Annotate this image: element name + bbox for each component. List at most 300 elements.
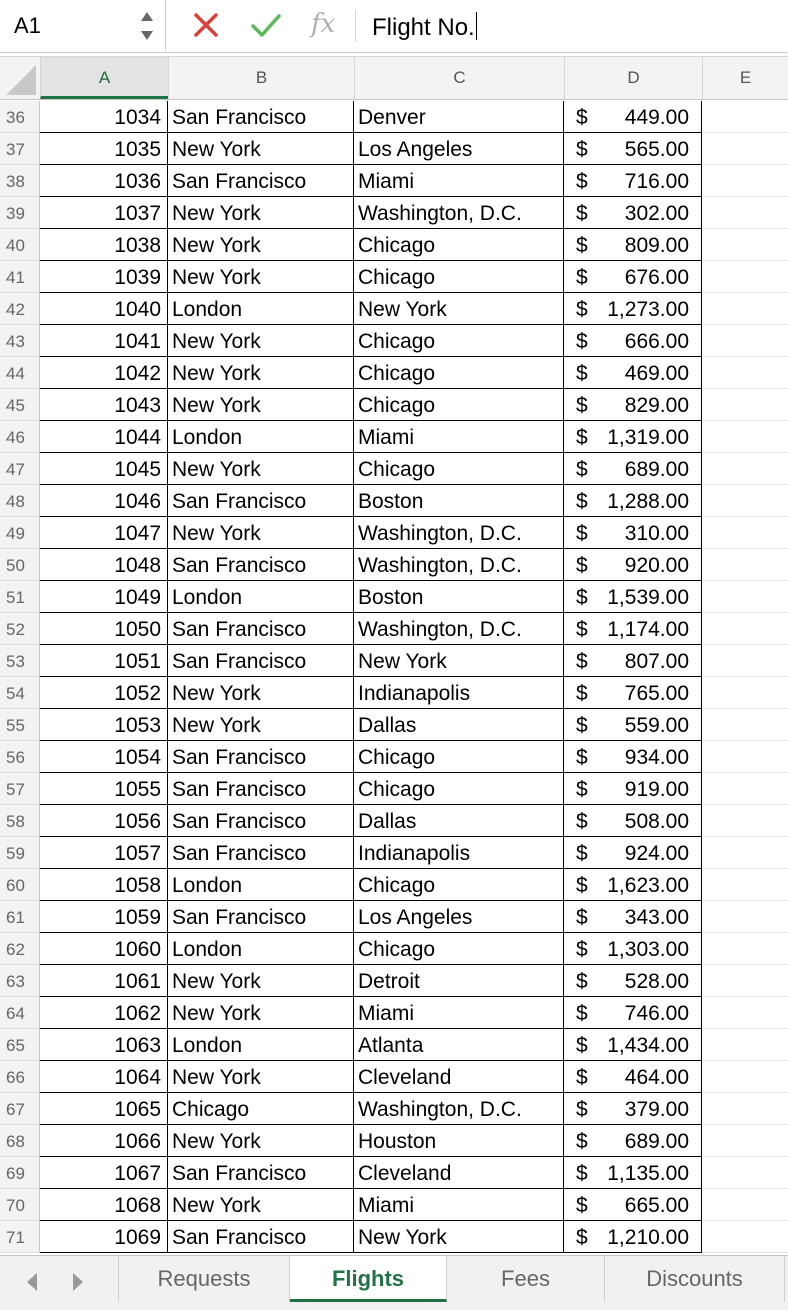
spreadsheet-grid — [0, 101, 788, 1255]
price-value: 689.00 — [624, 1130, 689, 1153]
table-row — [0, 581, 788, 613]
cell-empty[interactable] — [702, 901, 788, 933]
row-header[interactable]: 46 — [0, 421, 40, 453]
currency-symbol: $ — [576, 1034, 588, 1057]
cell-destination[interactable]: Chicago — [354, 453, 564, 485]
cell-origin[interactable]: New York — [168, 357, 354, 389]
cell-destination[interactable]: Miami — [354, 997, 564, 1029]
formula-separator — [355, 10, 356, 42]
cell-flight-no[interactable]: 1068 — [40, 1189, 168, 1221]
row-header[interactable]: 69 — [0, 1157, 40, 1189]
cell-empty[interactable] — [702, 613, 788, 645]
cell-price[interactable] — [564, 677, 702, 709]
cell-origin[interactable]: San Francisco — [168, 645, 354, 677]
cell-flight-no[interactable]: 1058 — [40, 869, 168, 901]
cell-destination[interactable]: Chicago — [354, 261, 564, 293]
cell-destination[interactable]: Washington, D.C. — [354, 549, 564, 581]
row-header[interactable]: 38 — [0, 165, 40, 197]
cell-origin[interactable]: London — [168, 293, 354, 325]
cell-empty[interactable] — [702, 773, 788, 805]
cell-price[interactable] — [564, 1093, 702, 1125]
row-header[interactable]: 63 — [0, 965, 40, 997]
row-header[interactable]: 50 — [0, 549, 40, 581]
sheet-tab-requests[interactable]: Requests — [118, 1256, 290, 1302]
row-header[interactable]: 64 — [0, 997, 40, 1029]
cell-empty[interactable] — [702, 709, 788, 741]
cell-price[interactable] — [564, 1125, 702, 1157]
cell-destination[interactable]: Washington, D.C. — [354, 197, 564, 229]
cell-price[interactable] — [564, 197, 702, 229]
cell-empty[interactable] — [702, 165, 788, 197]
cell-destination[interactable]: Chicago — [354, 229, 564, 261]
currency-symbol: $ — [576, 874, 588, 897]
cell-destination[interactable]: Atlanta — [354, 1029, 564, 1061]
price-value: 310.00 — [624, 522, 689, 545]
cell-flight-no[interactable]: 1048 — [40, 549, 168, 581]
cell-origin[interactable]: New York — [168, 389, 354, 421]
price-value: 666.00 — [624, 330, 689, 353]
cell-destination[interactable]: Chicago — [354, 773, 564, 805]
row-header[interactable]: 45 — [0, 389, 40, 421]
cell-price[interactable] — [564, 261, 702, 293]
cell-flight-no[interactable]: 1037 — [40, 197, 168, 229]
cell-destination[interactable]: Miami — [354, 1189, 564, 1221]
cell-destination[interactable]: Washington, D.C. — [354, 613, 564, 645]
row-header[interactable]: 66 — [0, 1061, 40, 1093]
cell-price[interactable] — [564, 645, 702, 677]
row-header[interactable]: 37 — [0, 133, 40, 165]
text-caret — [476, 12, 477, 40]
row-header[interactable]: 58 — [0, 805, 40, 837]
table-row — [0, 549, 788, 581]
row-header[interactable]: 41 — [0, 261, 40, 293]
cell-origin[interactable]: London — [168, 933, 354, 965]
cell-flight-no[interactable]: 1034 — [40, 101, 168, 133]
cell-flight-no[interactable]: 1051 — [40, 645, 168, 677]
cell-price[interactable] — [564, 293, 702, 325]
cell-empty[interactable] — [702, 293, 788, 325]
price-value: 924.00 — [624, 842, 689, 865]
price-value: 449.00 — [624, 106, 689, 129]
cell-destination[interactable]: Chicago — [354, 325, 564, 357]
cell-flight-no[interactable]: 1054 — [40, 741, 168, 773]
currency-symbol: $ — [576, 906, 588, 929]
cell-flight-no[interactable]: 1039 — [40, 261, 168, 293]
cell-price[interactable] — [564, 421, 702, 453]
cell-price[interactable] — [564, 485, 702, 517]
row-header[interactable]: 54 — [0, 677, 40, 709]
cell-origin[interactable]: San Francisco — [168, 901, 354, 933]
cell-price[interactable] — [564, 389, 702, 421]
cell-destination[interactable]: Los Angeles — [354, 133, 564, 165]
cancel-icon[interactable] — [192, 10, 220, 40]
table-row — [0, 901, 788, 933]
row-header[interactable]: 61 — [0, 901, 40, 933]
currency-symbol: $ — [576, 810, 588, 833]
cell-empty[interactable] — [702, 357, 788, 389]
formula-input[interactable] — [372, 12, 477, 42]
cell-origin[interactable]: New York — [168, 965, 354, 997]
cell-empty[interactable] — [702, 101, 788, 133]
currency-symbol: $ — [576, 138, 588, 161]
row-header[interactable]: 36 — [0, 101, 40, 133]
cell-empty[interactable] — [702, 453, 788, 485]
price-value: 765.00 — [624, 682, 689, 705]
cell-origin[interactable]: London — [168, 421, 354, 453]
cell-price[interactable] — [564, 709, 702, 741]
cell-empty[interactable] — [702, 965, 788, 997]
column-header-a[interactable]: A — [40, 57, 168, 99]
cell-empty[interactable] — [702, 325, 788, 357]
cell-flight-no[interactable]: 1065 — [40, 1093, 168, 1125]
currency-symbol: $ — [576, 458, 588, 481]
row-header[interactable]: 51 — [0, 581, 40, 613]
row-header[interactable]: 47 — [0, 453, 40, 485]
table-row — [0, 293, 788, 325]
cell-empty[interactable] — [702, 549, 788, 581]
previous-sheet-icon[interactable] — [24, 1271, 40, 1293]
row-header[interactable]: 71 — [0, 1221, 40, 1253]
cell-origin[interactable]: San Francisco — [168, 485, 354, 517]
cell-price[interactable] — [564, 581, 702, 613]
cell-flight-no[interactable]: 1050 — [40, 613, 168, 645]
cell-flight-no[interactable]: 1043 — [40, 389, 168, 421]
cell-destination[interactable]: Washington, D.C. — [354, 1093, 564, 1125]
cell-flight-no[interactable]: 1041 — [40, 325, 168, 357]
cell-flight-no[interactable]: 1053 — [40, 709, 168, 741]
cell-flight-no[interactable]: 1063 — [40, 1029, 168, 1061]
cell-flight-no[interactable]: 1036 — [40, 165, 168, 197]
currency-symbol: $ — [576, 266, 588, 289]
cell-price[interactable] — [564, 357, 702, 389]
row-header[interactable]: 59 — [0, 837, 40, 869]
cell-price[interactable] — [564, 773, 702, 805]
cell-empty[interactable] — [702, 1125, 788, 1157]
cell-destination[interactable]: Chicago — [354, 869, 564, 901]
cell-destination[interactable]: Chicago — [354, 933, 564, 965]
cell-price[interactable] — [564, 901, 702, 933]
cell-origin[interactable]: San Francisco — [168, 101, 354, 133]
cell-empty[interactable] — [702, 997, 788, 1029]
cell-price[interactable] — [564, 165, 702, 197]
cell-price[interactable] — [564, 325, 702, 357]
cell-destination[interactable]: Boston — [354, 485, 564, 517]
cell-destination[interactable]: New York — [354, 1221, 564, 1253]
table-row — [0, 357, 788, 389]
cell-origin[interactable]: New York — [168, 1189, 354, 1221]
currency-symbol: $ — [576, 650, 588, 673]
cell-origin[interactable]: New York — [168, 325, 354, 357]
table-row — [0, 389, 788, 421]
cell-empty[interactable] — [702, 645, 788, 677]
column-header-d[interactable]: D — [564, 57, 702, 99]
cell-flight-no[interactable]: 1059 — [40, 901, 168, 933]
cell-origin[interactable]: London — [168, 869, 354, 901]
cell-price[interactable] — [564, 837, 702, 869]
cell-flight-no[interactable]: 1049 — [40, 581, 168, 613]
cell-price[interactable] — [564, 933, 702, 965]
cell-flight-no[interactable]: 1035 — [40, 133, 168, 165]
price-value: 920.00 — [624, 554, 689, 577]
row-header[interactable]: 52 — [0, 613, 40, 645]
cell-flight-no[interactable]: 1044 — [40, 421, 168, 453]
cell-price[interactable] — [564, 1029, 702, 1061]
table-row — [0, 1029, 788, 1061]
cell-origin[interactable]: New York — [168, 517, 354, 549]
next-sheet-icon[interactable] — [70, 1271, 86, 1293]
cell-price[interactable] — [564, 1157, 702, 1189]
cell-empty[interactable] — [702, 1093, 788, 1125]
cell-origin[interactable]: New York — [168, 453, 354, 485]
select-all-corner-icon[interactable] — [0, 57, 40, 99]
cell-empty[interactable] — [702, 933, 788, 965]
currency-symbol: $ — [576, 1162, 588, 1185]
row-header[interactable]: 65 — [0, 1029, 40, 1061]
table-row — [0, 965, 788, 997]
currency-symbol: $ — [576, 842, 588, 865]
column-headers — [0, 56, 788, 100]
cell-price[interactable] — [564, 741, 702, 773]
sheet-tab-flights[interactable]: Flights — [290, 1256, 447, 1302]
cell-origin[interactable]: San Francisco — [168, 741, 354, 773]
row-header[interactable]: 48 — [0, 485, 40, 517]
cell-origin[interactable]: San Francisco — [168, 805, 354, 837]
cell-flight-no[interactable]: 1069 — [40, 1221, 168, 1253]
cell-origin[interactable]: London — [168, 1029, 354, 1061]
row-header[interactable]: 57 — [0, 773, 40, 805]
price-value: 746.00 — [624, 1002, 689, 1025]
currency-symbol: $ — [576, 106, 588, 129]
cell-price[interactable] — [564, 613, 702, 645]
cell-empty[interactable] — [702, 1189, 788, 1221]
row-header[interactable]: 67 — [0, 1093, 40, 1125]
row-header[interactable]: 70 — [0, 1189, 40, 1221]
currency-symbol: $ — [576, 618, 588, 641]
row-header[interactable]: 53 — [0, 645, 40, 677]
cell-empty[interactable] — [702, 421, 788, 453]
cell-empty[interactable] — [702, 485, 788, 517]
row-header[interactable]: 43 — [0, 325, 40, 357]
price-value: 464.00 — [624, 1066, 689, 1089]
cell-flight-no[interactable]: 1061 — [40, 965, 168, 997]
cell-empty[interactable] — [702, 133, 788, 165]
cell-origin[interactable]: San Francisco — [168, 837, 354, 869]
currency-symbol: $ — [576, 682, 588, 705]
cell-empty[interactable] — [702, 1029, 788, 1061]
table-row — [0, 837, 788, 869]
cell-empty[interactable] — [702, 197, 788, 229]
cell-flight-no[interactable]: 1056 — [40, 805, 168, 837]
price-value: 565.00 — [624, 138, 689, 161]
row-header[interactable]: 60 — [0, 869, 40, 901]
price-value: 716.00 — [624, 170, 689, 193]
cell-origin[interactable]: New York — [168, 709, 354, 741]
cell-origin[interactable]: New York — [168, 1061, 354, 1093]
cell-flight-no[interactable]: 1064 — [40, 1061, 168, 1093]
cell-price[interactable] — [564, 549, 702, 581]
row-header[interactable]: 42 — [0, 293, 40, 325]
currency-symbol: $ — [576, 394, 588, 417]
cell-destination[interactable]: Washington, D.C. — [354, 517, 564, 549]
table-row — [0, 133, 788, 165]
row-header[interactable]: 39 — [0, 197, 40, 229]
table-row — [0, 677, 788, 709]
cell-price[interactable] — [564, 517, 702, 549]
cell-empty[interactable] — [702, 805, 788, 837]
cell-destination[interactable]: Miami — [354, 421, 564, 453]
column-header-e[interactable]: E — [702, 57, 788, 99]
cell-origin[interactable]: San Francisco — [168, 549, 354, 581]
cell-flight-no[interactable]: 1038 — [40, 229, 168, 261]
cell-origin[interactable]: London — [168, 581, 354, 613]
row-header[interactable]: 55 — [0, 709, 40, 741]
table-row — [0, 1221, 788, 1253]
price-value: 379.00 — [624, 1098, 689, 1121]
price-value: 343.00 — [624, 906, 689, 929]
cell-origin[interactable]: New York — [168, 229, 354, 261]
cell-origin[interactable]: San Francisco — [168, 165, 354, 197]
cell-destination[interactable]: New York — [354, 293, 564, 325]
cell-origin[interactable]: New York — [168, 997, 354, 1029]
cell-flight-no[interactable]: 1047 — [40, 517, 168, 549]
table-row — [0, 933, 788, 965]
cell-flight-no[interactable]: 1055 — [40, 773, 168, 805]
cell-origin[interactable]: New York — [168, 677, 354, 709]
currency-symbol: $ — [576, 1066, 588, 1089]
cell-destination[interactable]: Los Angeles — [354, 901, 564, 933]
column-header-b[interactable]: B — [168, 57, 354, 99]
cell-origin[interactable]: Chicago — [168, 1093, 354, 1125]
cell-price[interactable] — [564, 133, 702, 165]
cell-destination[interactable]: Houston — [354, 1125, 564, 1157]
cell-price[interactable] — [564, 965, 702, 997]
cell-origin[interactable]: New York — [168, 261, 354, 293]
cell-destination[interactable]: Miami — [354, 165, 564, 197]
cell-destination[interactable]: Chicago — [354, 357, 564, 389]
row-header[interactable]: 44 — [0, 357, 40, 389]
price-value: 676.00 — [624, 266, 689, 289]
row-header[interactable]: 68 — [0, 1125, 40, 1157]
cell-flight-no[interactable]: 1060 — [40, 933, 168, 965]
cell-flight-no[interactable]: 1040 — [40, 293, 168, 325]
name-box-stepper-icon[interactable] — [139, 7, 155, 45]
cell-flight-no[interactable]: 1067 — [40, 1157, 168, 1189]
table-row — [0, 261, 788, 293]
cell-price[interactable] — [564, 101, 702, 133]
cell-empty[interactable] — [702, 229, 788, 261]
cell-destination[interactable]: Denver — [354, 101, 564, 133]
formula-text: Flight No. — [372, 14, 475, 41]
confirm-check-icon[interactable] — [250, 10, 282, 40]
cell-destination[interactable]: Detroit — [354, 965, 564, 997]
cell-empty[interactable] — [702, 741, 788, 773]
cell-destination[interactable]: Dallas — [354, 805, 564, 837]
cell-origin[interactable]: New York — [168, 197, 354, 229]
cell-destination[interactable]: Chicago — [354, 741, 564, 773]
table-row — [0, 421, 788, 453]
price-value: 934.00 — [624, 746, 689, 769]
cell-flight-no[interactable]: 1042 — [40, 357, 168, 389]
currency-symbol: $ — [576, 778, 588, 801]
table-row — [0, 197, 788, 229]
price-value: 1,303.00 — [607, 938, 689, 961]
cell-price[interactable] — [564, 997, 702, 1029]
cell-empty[interactable] — [702, 1061, 788, 1093]
table-row — [0, 453, 788, 485]
table-row — [0, 485, 788, 517]
cell-destination[interactable]: Boston — [354, 581, 564, 613]
cell-destination[interactable]: Chicago — [354, 389, 564, 421]
cell-price[interactable] — [564, 1061, 702, 1093]
cell-flight-no[interactable]: 1062 — [40, 997, 168, 1029]
cell-origin[interactable]: San Francisco — [168, 1157, 354, 1189]
currency-symbol: $ — [576, 938, 588, 961]
price-value: 1,539.00 — [607, 586, 689, 609]
sheet-tab-discounts[interactable]: Discounts — [605, 1256, 785, 1302]
column-header-c[interactable]: C — [354, 57, 564, 99]
cell-origin[interactable]: San Francisco — [168, 1221, 354, 1253]
table-row — [0, 325, 788, 357]
table-row — [0, 1189, 788, 1221]
cell-price[interactable] — [564, 453, 702, 485]
cell-price[interactable] — [564, 1221, 702, 1253]
cell-empty[interactable] — [702, 869, 788, 901]
sheet-tab-fees[interactable]: Fees — [447, 1256, 605, 1302]
row-header[interactable]: 40 — [0, 229, 40, 261]
cell-origin[interactable]: San Francisco — [168, 613, 354, 645]
cell-empty[interactable] — [702, 261, 788, 293]
row-header[interactable]: 56 — [0, 741, 40, 773]
cell-flight-no[interactable]: 1057 — [40, 837, 168, 869]
cell-origin[interactable]: New York — [168, 133, 354, 165]
price-value: 665.00 — [624, 1194, 689, 1217]
cell-flight-no[interactable]: 1052 — [40, 677, 168, 709]
cell-empty[interactable] — [702, 581, 788, 613]
row-header[interactable]: 49 — [0, 517, 40, 549]
cell-origin[interactable]: New York — [168, 1125, 354, 1157]
cell-destination[interactable]: Indianapolis — [354, 677, 564, 709]
cell-origin[interactable]: San Francisco — [168, 773, 354, 805]
insert-function-icon[interactable]: fx — [311, 9, 336, 39]
cell-empty[interactable] — [702, 1157, 788, 1189]
cell-price[interactable] — [564, 1189, 702, 1221]
cell-price[interactable] — [564, 229, 702, 261]
name-box[interactable] — [0, 0, 166, 51]
price-value: 469.00 — [624, 362, 689, 385]
cell-empty[interactable] — [702, 837, 788, 869]
currency-symbol: $ — [576, 298, 588, 321]
table-row — [0, 741, 788, 773]
cell-destination[interactable]: Indianapolis — [354, 837, 564, 869]
row-header[interactable]: 62 — [0, 933, 40, 965]
cell-price[interactable] — [564, 869, 702, 901]
table-row — [0, 997, 788, 1029]
price-value: 829.00 — [624, 394, 689, 417]
cell-flight-no[interactable]: 1046 — [40, 485, 168, 517]
currency-symbol: $ — [576, 234, 588, 257]
cell-flight-no[interactable]: 1066 — [40, 1125, 168, 1157]
cell-destination[interactable]: Cleveland — [354, 1157, 564, 1189]
cell-empty[interactable] — [702, 1221, 788, 1253]
cell-destination[interactable]: New York — [354, 645, 564, 677]
cell-empty[interactable] — [702, 517, 788, 549]
cell-empty[interactable] — [702, 389, 788, 421]
cell-destination[interactable]: Dallas — [354, 709, 564, 741]
cell-empty[interactable] — [702, 677, 788, 709]
cell-price[interactable] — [564, 805, 702, 837]
cell-flight-no[interactable]: 1045 — [40, 453, 168, 485]
cell-destination[interactable]: Cleveland — [354, 1061, 564, 1093]
